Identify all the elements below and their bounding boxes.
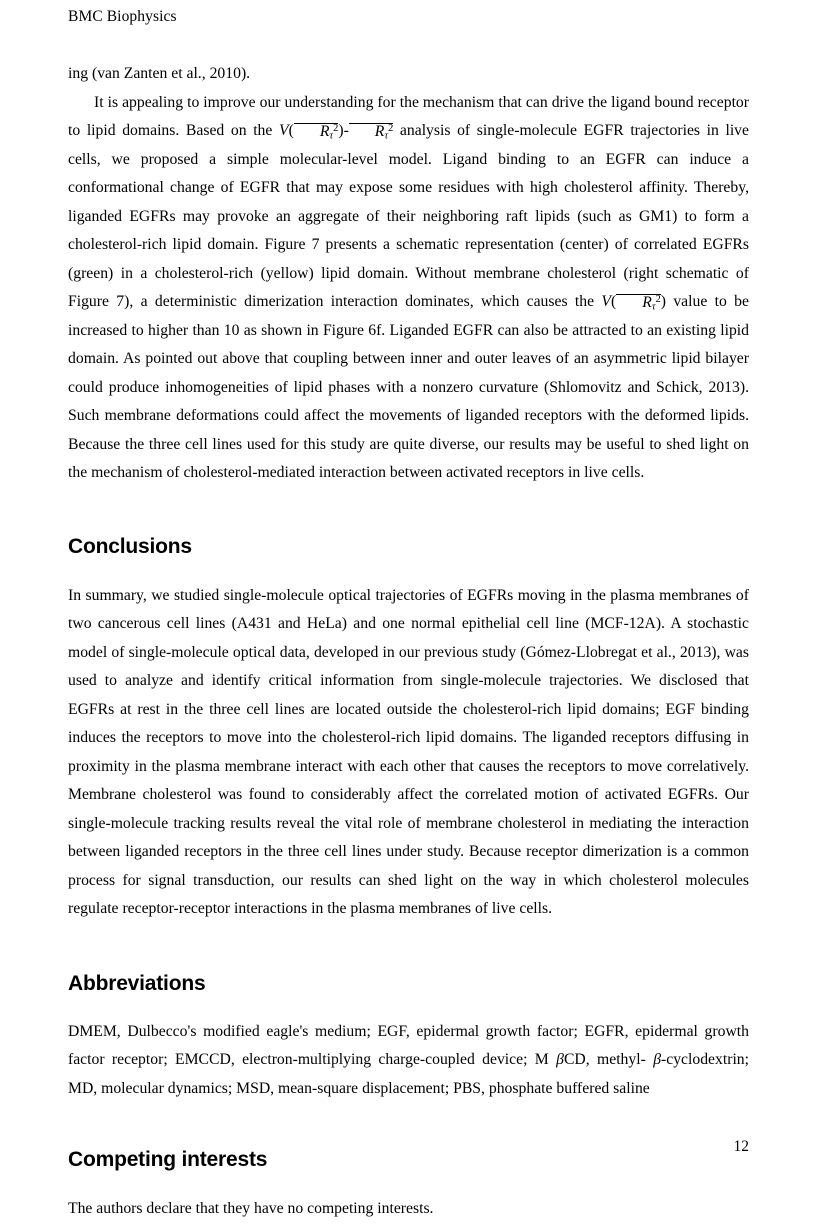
math-tau-subscript-2: τ [384,130,389,142]
section-heading-competing-interests: Competing interests [68,1148,268,1171]
math-r-symbol-3: R [642,294,652,311]
math-r-symbol: R [319,123,330,140]
beta-symbol-mbcd: β [556,1051,564,1068]
section-heading-conclusions: Conclusions [68,534,192,558]
math-overline-group-2 [349,123,394,142]
paragraph-abbreviations [68,1018,749,1104]
spacer [68,488,749,534]
math-expression-variance-minus-mean [279,122,394,142]
math-tau-subscript: τ [329,130,334,142]
math-overline-group-1 [294,123,339,142]
page-number: 12 [733,1138,749,1155]
math-paren-open: ( [288,122,294,139]
section-heading-abbreviations: Abbreviations [68,971,206,995]
math-overline-group-3 [616,294,661,313]
abbreviations-text-part-1: DMEM, Dulbecco's modified eagle's medium; EGF, epidermal growth factor; EGFR, epidermal growth factor receptor; EMCCD, electron-multiplying charge-coupled device; M [68,1022,749,1068]
spacer [68,560,749,582]
math-v-symbol-3: V [601,293,612,310]
abbreviations-text-part-3: -cyclodextrin; MD, molecular dynamics; MSD, mean-square displacement; PBS, phosphate buffered saline [68,1051,750,1097]
math-square-superscript: 2 [333,123,339,135]
page-content [68,60,749,1224]
math-paren-close-2: ) [660,293,666,310]
abbreviations-text-part-2: CD, methyl- [563,1051,654,1068]
math-v-symbol: V [279,122,289,139]
running-head: BMC Biophysics [68,8,177,25]
spacer [68,924,749,971]
paragraph-discussion [68,89,749,488]
math-square-superscript-2: 2 [388,123,394,135]
math-r-symbol-2: R [374,123,385,140]
discussion-text-part-2: analysis of single-molecule EGFR trajectories in live cells, we proposed a simple molecular-level model. Ligand binding to an EGFR can induce a conformational change of EGFR that may expose some residues with high cholesterol affinity. Thereby, liganded EGFRs may provoke an aggregate of their neighboring raft lipids (such as GM1) to form a cholesterol-rich lipid domain. Figure 7 presents a schematic representation (center) of correlated EGFRs (green) in a cholesterol-rich (yellow) lipid domain. Without membrane cholesterol (right schematic of Figure 7), a deterministic dimerization interaction dominates, which causes the [68,122,749,310]
paragraph-conclusions: In summary, we studied single-molecule optical trajectories of EGFRs moving in the plasma membranes of two cancerous cell lines (A431 and HeLa) and one normal epithelial cell line (MCF-12A). A stochastic model of single-molecule optical data, developed in our previous study (Gómez-Llobregat et al., 2013), was used to analyze and identify critical information from single-molecule trajectories. We disclosed that EGFRs at rest in the three cell lines are located outside the cholesterol-rich lipid domains; EGF binding induces the receptors to move into the cholesterol-rich lipid domains. The liganded receptors diffusing in proximity in the plasma membrane interact with each other that causes the receptors to move correlatively. Membrane cholesterol was found to considerably affect the correlated motion of activated EGFRs. Our single-molecule tracking results reveal the vital role of membrane cholesterol in mediating the interaction between liganded receptors in the three cell lines under study. Because receptor dimerization is a common process for signal transduction, our results can shed light on the way in which cholesterol molecules regulate receptor-receptor interactions in the plasma membranes of live cells. [68,586,749,917]
math-expression-variance-2 [601,293,666,313]
paragraph-continued: ing (van Zanten et al., 2010). [68,65,251,82]
math-paren-open-2: ( [611,293,617,310]
spacer [68,997,749,1018]
math-paren-close: ) [338,122,344,139]
paragraph-competing-interests: The authors declare that they have no competing interests. [68,1200,434,1217]
math-minus-sign: - [343,122,349,139]
math-tau-subscript-3: τ [651,301,656,313]
beta-symbol-cyclodextrin: β [653,1051,662,1068]
spacer [68,1103,749,1147]
spacer [68,1173,749,1195]
discussion-text-part-3: value to be increased to higher than 10 as shown in Figure 6f. Liganded EGFR can also be attracted to an existing lipid domain. As pointed out above that coupling between inner and outer leaves of an asymmetric lipid bilayer could produce inhomogeneities of lipid phases with a nonzero curvature (Shlomovitz and Schick, 2013). Such membrane deformations could affect the movements of liganded receptors with the deformed lipids. Because the three cell lines used for this study are quite diverse, our results may be useful to shed light on the mechanism of cholesterol-mediated interaction between activated receptors in live cells. [68,293,749,481]
discussion-text-part-1: It is appealing to improve our understanding for the mechanism that can drive the ligand bound receptor to lipid domains. Based on the [68,93,749,139]
math-square-superscript-3: 2 [655,294,661,306]
